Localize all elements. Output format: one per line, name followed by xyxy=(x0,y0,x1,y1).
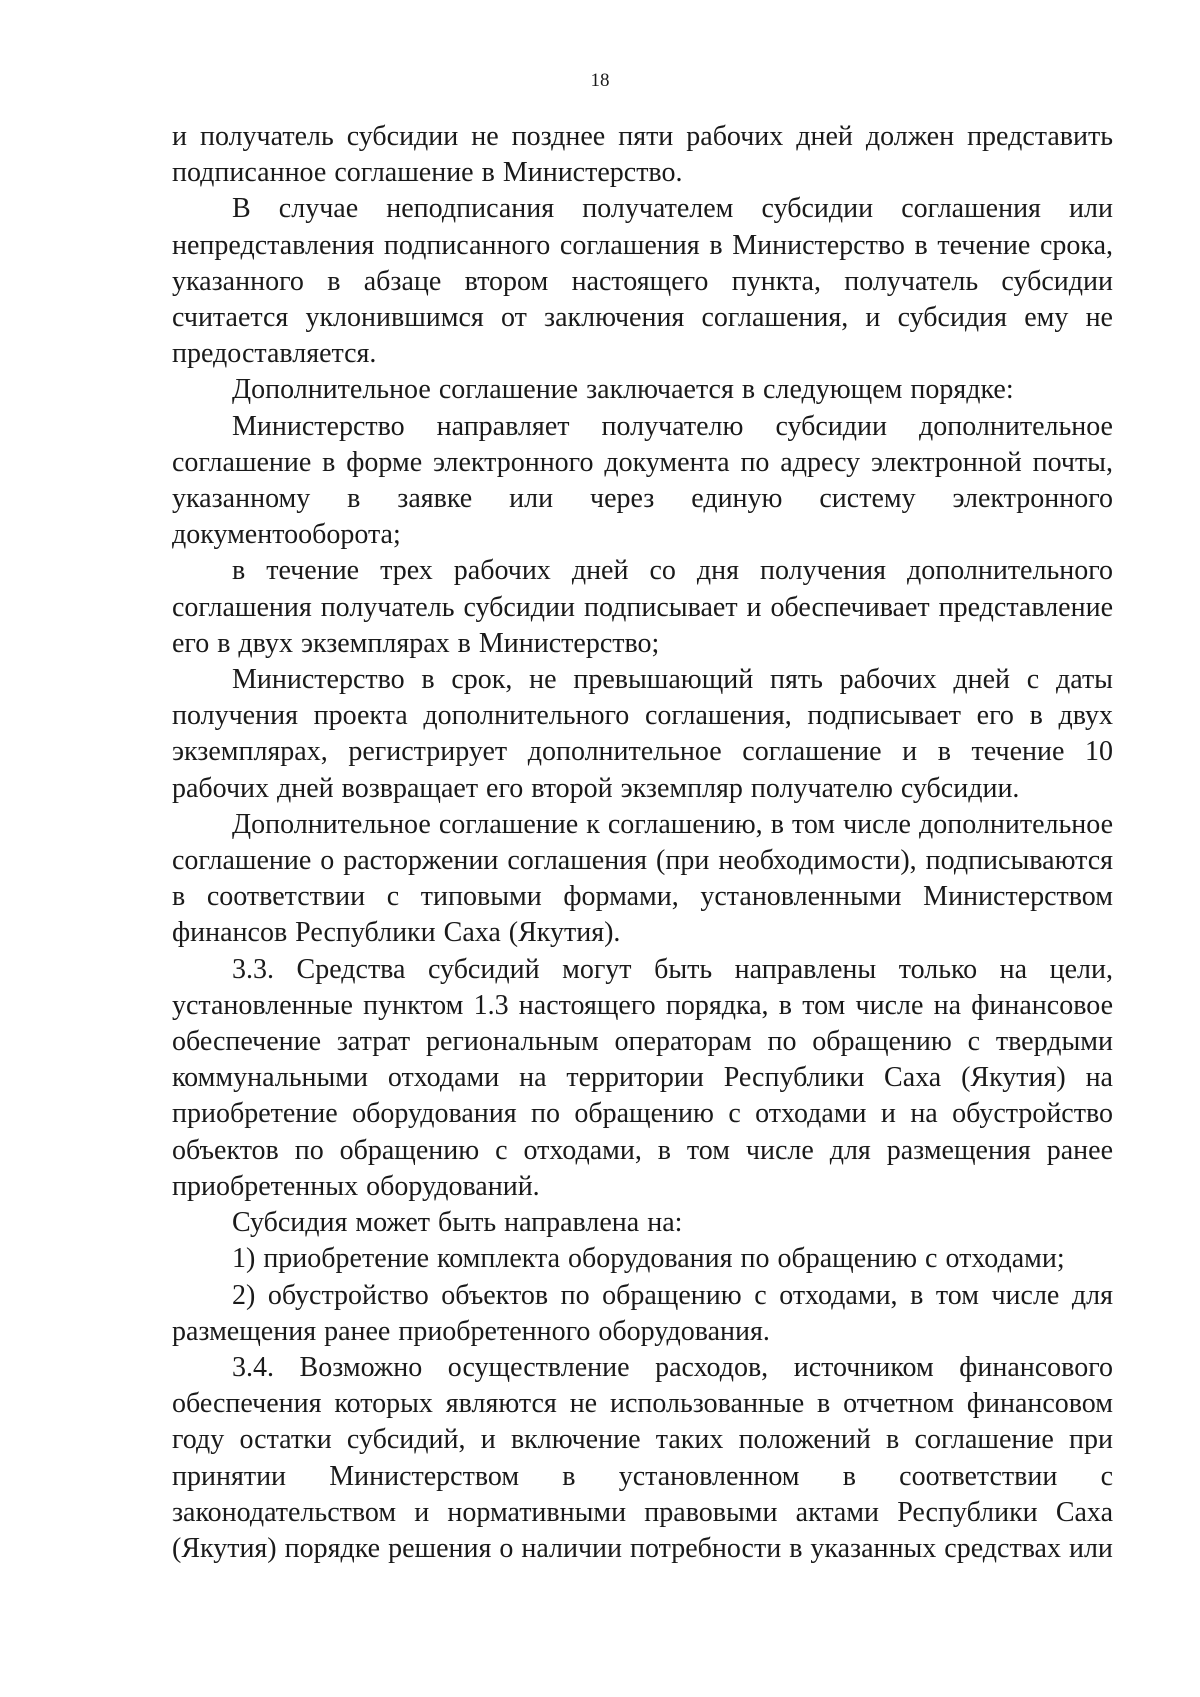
page-number: 18 xyxy=(590,70,610,91)
paragraph-9: Субсидия может быть направлена на: xyxy=(232,1207,683,1239)
paragraph-8: 3.3. Средства субсидий могут быть направлены только на цели, установленные пунктом 1.3 настоящего порядка, в том числе на финансовое обеспечение затрат региональным операторам по обращению с твердыми коммунальными отходами на территории Республики Саха (Якутия) на приобретение оборудования по обращению с отходами и на обустройство объектов по обращению с отходами, в том числе для размещения ранее приобретенных оборудований. xyxy=(172,953,1113,1202)
paragraph-6: Министерство в срок, не превышающий пять рабочих дней с даты получения проекта дополнительного соглашения, подписывает его в двух экземплярах, регистрирует дополнительное соглашение и в течение 10 рабочих дней возвращает его второй экземпляр получателю субсидии. xyxy=(172,664,1113,804)
document-body xyxy=(172,119,1113,1567)
paragraph-1: и получатель субсидии не позднее пяти рабочих дней должен представить подписанное соглашение в Министерство. xyxy=(172,121,1113,189)
paragraph-5: в течение трех рабочих дней со дня получения дополнительного соглашения получатель субсидии подписывает и обеспечивает представление его в двух экземплярах в Министерство; xyxy=(172,555,1113,659)
paragraph-10: 1) приобретение комплекта оборудования по обращению с отходами; xyxy=(232,1243,1065,1275)
paragraph-11: 2) обустройство объектов по обращению с отходами, в том числе для размещения ранее приобретенного оборудования. xyxy=(172,1279,1113,1347)
paragraph-3: Дополнительное соглашение заключается в следующем порядке: xyxy=(232,374,1014,406)
paragraph-2: В случае неподписания получателем субсидии соглашения или непредставления подписанного соглашения в Министерство в течение срока, указанного в абзаце втором настоящего пункта, получатель субсидии считается уклонившимся от заключения соглашения, и субсидия ему не предоставляется. xyxy=(172,193,1113,370)
paragraph-7: Дополнительное соглашение к соглашению, в том числе дополнительное соглашение о расторжении соглашения (при необходимости), подписываются в соответствии с типовыми формами, установленными Министерством финансов Республики Саха (Якутия). xyxy=(172,808,1113,949)
paragraph-4: Министерство направляет получателю субсидии дополнительное соглашение в форме электронного документа по адресу электронной почты, указанному в заявке или через единую систему электронного документооборота; xyxy=(172,410,1113,551)
paragraph-12: 3.4. Возможно осуществление расходов, источником финансового обеспечения которых являются не использованные в отчетном финансовом году остатки субсидий, и включение таких положений в соглашение при принятии Министерством в установленном в соответствии с законодательством и нормативными правовыми актами Республики Саха (Якутия) порядке решения о наличии потребности в указанных средствах или xyxy=(172,1351,1113,1564)
